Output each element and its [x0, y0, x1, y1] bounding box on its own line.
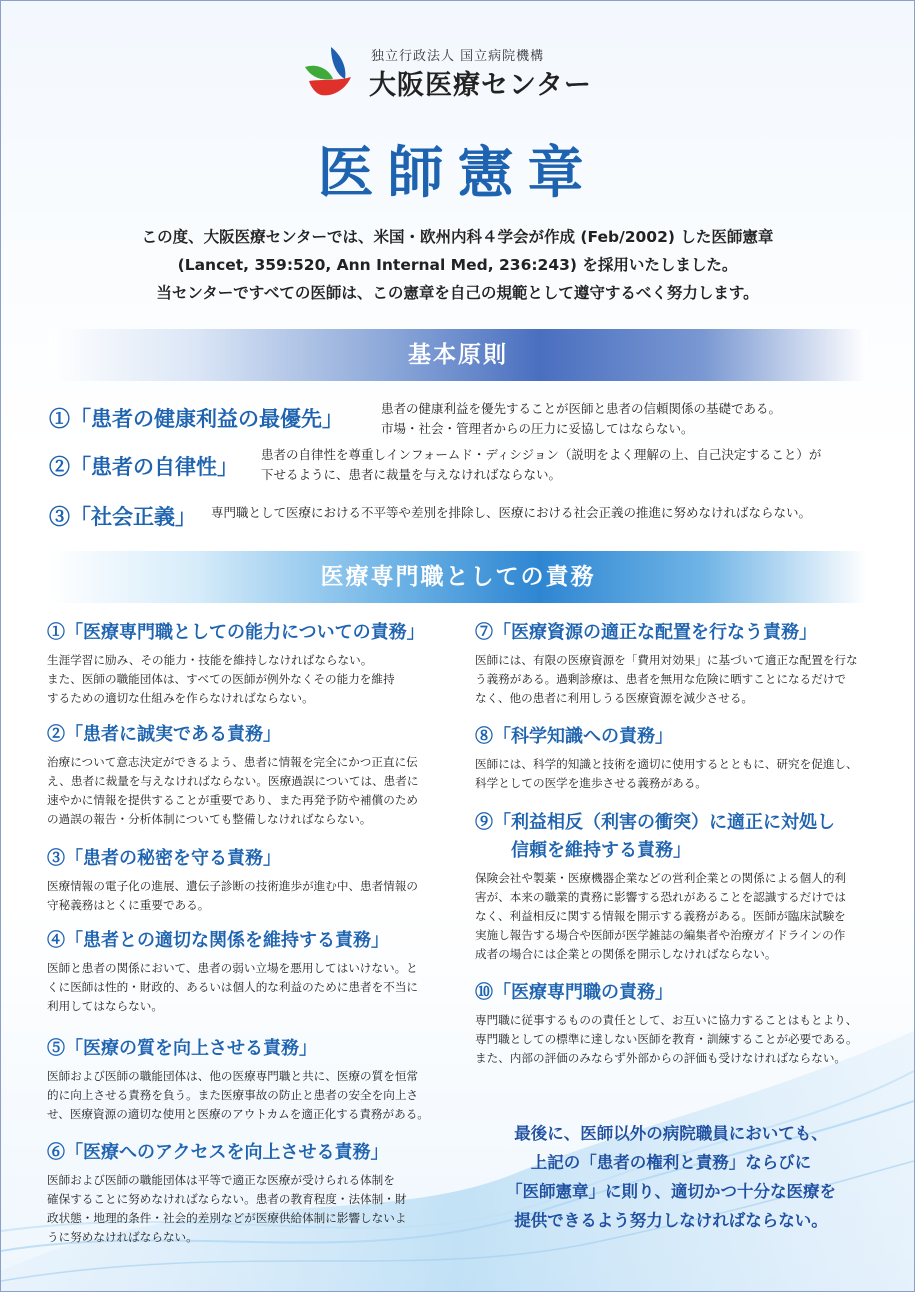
- duty-line: 成者の場合には企業との関係を開示しなければならない。: [475, 947, 777, 961]
- closing-line: 提供できるよう努力しなければならない。: [514, 1211, 828, 1230]
- page-title: 医師憲章: [317, 140, 598, 206]
- intro-text: [1, 223, 914, 307]
- duty-title-line2: 信頼を維持する責務」: [475, 840, 691, 861]
- duty-item: [47, 1141, 447, 1247]
- duty-text: [475, 651, 875, 708]
- section-heading-text: 基本原則: [408, 341, 508, 368]
- duty-title: ①「医療専門職としての能力についての責務」: [47, 622, 425, 643]
- intro-line: この度、大阪医療センターでは、米国・欧州内科４学会が作成 (Feb/2002) した医師憲章: [141, 228, 774, 246]
- duty-item: [47, 929, 447, 1016]
- duty-line: 医療情報の電子化の進展、遺伝子診断の技術進歩が進む中、患者情報の: [47, 879, 419, 893]
- duty-line: なく、利益相反に関する情報を開示する義務がある。医師が臨床試験を: [475, 909, 846, 923]
- duty-item: [47, 847, 447, 915]
- duty-text: [47, 1171, 447, 1247]
- duty-line: の過誤の報告・分析体制についても整備しなければならない。: [47, 812, 372, 826]
- hospital-logo: [301, 41, 631, 101]
- duty-line: 的に向上させる責務を負う。また医療事故の防止と患者の安全を向上さ: [47, 1088, 419, 1102]
- duty-line: 医師および医師の職能団体は、他の医療専門職と共に、医療の質を恒常: [47, 1069, 419, 1083]
- closing-statement: [471, 1119, 871, 1235]
- duty-text: [475, 1011, 875, 1068]
- duty-line: 医師には、科学的知識と技術を適切に使用するとともに、研究を促進し、: [475, 757, 858, 771]
- duty-line: 医師と患者の関係において、患者の弱い立場を悪用してはいけない。と: [47, 961, 418, 975]
- duty-item: [47, 1037, 447, 1124]
- principle-line: 患者の健康利益を優先することが医師と患者の信頼関係の基礎である。: [381, 401, 782, 416]
- duty-title: ⑩「医療専門職の責務」: [475, 982, 673, 1003]
- duty-line: 守秘義務はとくに重要である。: [47, 898, 210, 912]
- duty-item: [475, 981, 875, 1068]
- duty-item: [47, 723, 447, 829]
- organization-subtitle: 独立行政法人 国立病院機構: [371, 49, 545, 64]
- principle-text: [261, 445, 821, 485]
- duty-line: なく、他の患者に利用しうる医療資源を減少させる。: [475, 691, 754, 705]
- duty-line: 生涯学習に励み、その能力・技能を維持しなければならない。: [47, 653, 373, 667]
- duty-line: 害が、本来の職業的責務に影響する恐れがあることを認識するだけでは: [475, 890, 847, 904]
- principle-label: ③「社会正義」: [49, 504, 196, 529]
- duty-title: ⑨「利益相反（利害の衝突）に適正に対処し: [475, 812, 835, 833]
- duty-line: また、医師の職能団体は、すべての医師が例外なくその能力を維持: [47, 672, 395, 686]
- duty-item: [475, 725, 875, 793]
- principle-label: ②「患者の自律性」: [49, 454, 238, 479]
- duty-text: [47, 877, 447, 915]
- section-heading-duties: [49, 551, 867, 603]
- duty-line: 科学としての医学を進歩させる義務がある。: [475, 776, 707, 790]
- duty-line: するための適切な仕組みを作らなければならない。: [47, 691, 314, 705]
- intro-line: (Lancet, 359:520, Ann Internal Med, 236:243) を採用いたしました。: [177, 256, 738, 274]
- duty-item: [475, 621, 875, 708]
- duty-line: また、内部の評価のみならず外部からの評価も受けなければならない。: [475, 1051, 847, 1065]
- duty-title: ⑤「医療の質を向上させる責務」: [47, 1038, 317, 1059]
- duty-text: [475, 869, 875, 964]
- duty-text: [47, 959, 447, 1016]
- principle-line: 専門職として医療における不平等や差別を排除し、医療における社会正義の推進に努めなければならない。: [211, 505, 812, 520]
- duty-line: 治療について意志決定ができるよう、患者に情報を完全にかつ正直に伝: [47, 755, 418, 769]
- duty-title: ②「患者に誠実である責務」: [47, 724, 281, 745]
- section-heading-text: 医療専門職としての責務: [320, 563, 596, 590]
- duty-line: 確保することに努めなければならない。患者の教育程度・法体制・財: [47, 1192, 407, 1206]
- principle-text: [381, 399, 781, 439]
- duty-item: [475, 811, 875, 964]
- organization-name: 大阪医療センター: [369, 70, 592, 101]
- duty-line: 専門職に従事するものの責任として、お互いに協力することはもとより、: [475, 1013, 858, 1027]
- duty-title: ③「患者の秘密を守る責務」: [47, 848, 281, 869]
- duty-text: [47, 753, 447, 829]
- hospital-emblem-icon: [301, 41, 361, 101]
- duty-text: [475, 755, 875, 793]
- closing-line: 最後に、医師以外の病院職員においても、: [514, 1124, 828, 1143]
- duty-line: うに努めなければならない。: [47, 1230, 198, 1244]
- duty-line: 実施し報告する場合や医師が医学雑誌の編集者や治療ガイドラインの作: [475, 928, 846, 942]
- closing-line: 「医師憲章」に則り、適切かつ十分な医療を: [506, 1182, 836, 1201]
- duty-line: え、患者に裁量を与えなければならない。医療過誤については、患者に: [47, 774, 419, 788]
- duty-title: ⑧「科学知識への責務」: [475, 726, 673, 747]
- duty-line: 利用してはならない。: [47, 999, 163, 1013]
- duty-title: ④「患者との適切な関係を維持する責務」: [47, 930, 389, 951]
- duty-line: 医師および医師の職能団体は平等で適正な医療が受けられる体制を: [47, 1173, 395, 1187]
- duty-line: 医師には、有限の医療資源を「費用対効果」に基づいて適正な配置を行な: [475, 653, 858, 667]
- principle-label: ①「患者の健康利益の最優先」: [49, 406, 343, 431]
- duty-line: くに医師は性的・財政的、あるいは個人的な利益のために患者を不当に: [47, 980, 419, 994]
- duty-line: 保険会社や製薬・医療機器企業などの営利企業との関係による個人的利: [475, 871, 847, 885]
- duty-line: 専門職としての標準に達しない医師を教育・訓練することが必要である。: [475, 1032, 858, 1046]
- duty-title: ⑥「医療へのアクセスを向上させる責務」: [47, 1142, 389, 1163]
- duty-line: 速やかに情報を提供することが重要であり、また再発予防や補償のため: [47, 793, 419, 807]
- section-heading-principles: [49, 329, 867, 381]
- principle-text: [211, 503, 811, 523]
- duty-item: [47, 621, 447, 708]
- principle-line: 下せるように、患者に裁量を与えなければならない。: [261, 467, 562, 482]
- intro-line: 当センターですべての医師は、この憲章を自己の規範として遵守するべく努力します。: [156, 284, 759, 302]
- duty-text: [47, 1067, 447, 1124]
- duty-text: [47, 651, 447, 708]
- closing-line: 上記の「患者の権利と責務」ならびに: [530, 1153, 812, 1172]
- duty-title: ⑦「医療資源の適正な配置を行なう責務」: [475, 622, 817, 643]
- principle-line: 患者の自律性を尊重しインフォームド・ディシジョン（説明をよく理解の上、自己決定すること）が: [261, 447, 822, 462]
- duty-line: せ、医療資源の適切な使用と医療のアウトカムを適正化する責務がある。: [47, 1107, 429, 1121]
- principle-line: 市場・社会・管理者からの圧力に妥協してはならない。: [381, 421, 694, 436]
- duty-line: う義務がある。過剰診療は、患者を無用な危険に晒すことになるだけで: [475, 672, 847, 686]
- duty-line: 政状態・地理的条件・社会的差別などが医療供給体制に影響しないよ: [47, 1211, 407, 1225]
